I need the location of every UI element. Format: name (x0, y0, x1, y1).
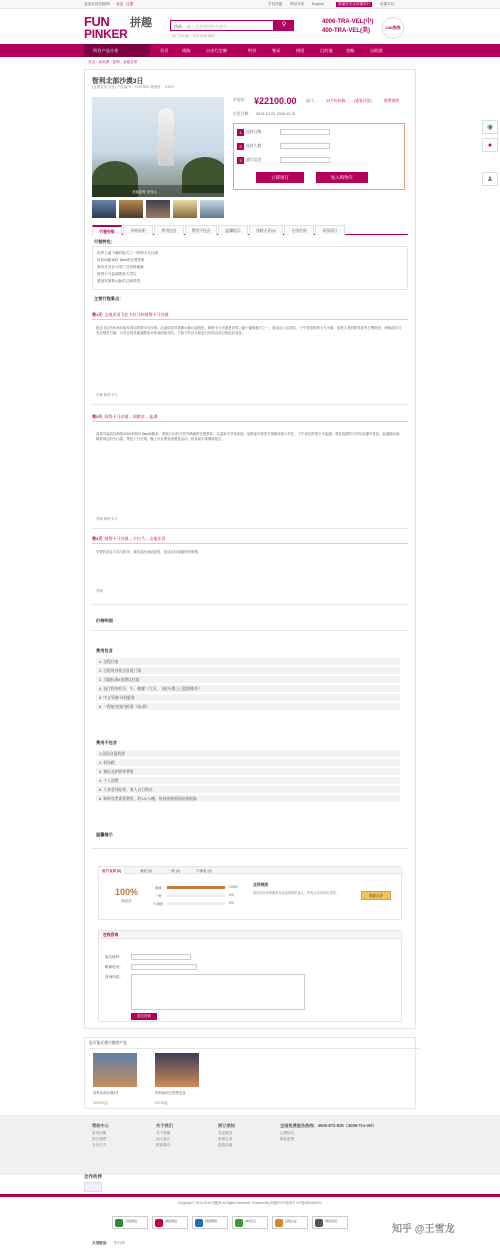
day-header: 第1天 圣地亚哥飞往卡拉马转阿塔卡马沙漠 (92, 312, 408, 320)
collect-link[interactable]: 收藏本站 (380, 2, 395, 6)
thumbnail[interactable] (146, 200, 170, 218)
search-button[interactable] (274, 20, 294, 31)
content-textarea[interactable] (131, 974, 305, 1010)
bar-value: 0% (229, 893, 234, 897)
logo-cn[interactable]: 拼趣 (130, 17, 152, 29)
nav-item-home[interactable]: 首页 (160, 47, 169, 53)
day-header: 第2天 阿塔卡马沙漠 – 间歇泉 – 盐湖 (92, 414, 408, 422)
bar-label: 不满意 (153, 902, 164, 906)
tax-note-link[interactable]: 税费说明 (384, 99, 400, 103)
footer (0, 1115, 500, 1175)
review-rule-text: 我们的点评数据来自参加团游的客人，所有点评均真实有效。 (253, 891, 340, 895)
badge-icon (275, 1219, 283, 1227)
tab-consult[interactable]: 在线咨询 (284, 225, 314, 235)
feature-item: 感受安第斯山脉的辽阔美景 (97, 279, 141, 283)
badge-icon (155, 1219, 163, 1227)
submit-consult-button[interactable]: 提交咨询 (131, 1013, 157, 1020)
feature-item: 探访月亮谷与死亡谷奇特地貌 (97, 265, 144, 269)
add-to-cart-button[interactable]: 加入购物车 (316, 172, 368, 183)
consult-box (98, 930, 402, 1022)
logo-fun[interactable]: FUN (84, 14, 110, 29)
watermark: 知乎 @王雪龙 (392, 1224, 455, 1235)
all-categories-button[interactable]: 所有产品分类 (84, 44, 150, 57)
satisfaction-bar (167, 902, 225, 905)
feature-item: 世界上最干燥的地方之一阿塔卡马沙漠 (97, 251, 159, 255)
main-nav (0, 44, 500, 57)
mobile-link[interactable]: 手机拼趣 (268, 2, 283, 6)
breadcrumb-item[interactable]: 圣地亚哥 (122, 60, 138, 64)
tab-exclude[interactable]: 费用不包含 (185, 225, 217, 235)
search-input[interactable]: 输入您要查找的关键字 (187, 23, 227, 29)
thumbnail-strip (92, 200, 224, 220)
bar-value: 0% (229, 901, 234, 905)
trust-badge[interactable]: 可信网站 (112, 1216, 148, 1229)
breadcrumb-item[interactable]: 智利 (112, 60, 120, 64)
hotline-cn: 4006-TRA-VEL(中) (322, 19, 374, 25)
tab-reserve[interactable]: 预留预订 (315, 225, 345, 235)
tab-reviews[interactable]: 线路点评(0) (249, 225, 283, 235)
trust-badge[interactable]: 网站信息 (312, 1216, 348, 1229)
friend-links-label: 友情链接： (92, 1241, 110, 1245)
badge-icon (315, 1219, 323, 1227)
day-meal: 早餐 阿塔卡马 (96, 517, 118, 521)
page-title: 智利北部沙漠3日 (92, 78, 144, 85)
name-label: 姓名称呼： (105, 955, 123, 959)
price-value: ¥22100.00 (254, 96, 297, 106)
friend-links-bar (0, 1236, 500, 1251)
sitemap-link[interactable]: 网站导航 (290, 2, 305, 6)
phone-input[interactable] (131, 964, 197, 970)
day-meal: 早餐 (96, 589, 103, 593)
recommend-box (84, 1037, 416, 1109)
book-now-button[interactable]: 立即预订 (256, 172, 304, 183)
thumbnail[interactable] (200, 200, 224, 218)
consult-title: 在线咨询 (103, 933, 119, 937)
top-ad-badge[interactable]: 感谢您关注拼趣旅行 (338, 2, 371, 6)
review-rule-title: 点评规则 (253, 883, 269, 887)
user-float-icon[interactable]: ♟ (482, 172, 498, 186)
exclude-item: 2. 机场税 (96, 759, 400, 767)
breadcrumb-item[interactable]: 南美洲 (98, 60, 110, 64)
satisfaction-label: 满意度 (121, 899, 132, 903)
include-title: 费用包含 (96, 648, 113, 653)
recommend-price: ¥22100起 (93, 1101, 108, 1105)
phone-label: 联系电话： (105, 965, 123, 969)
people-select[interactable] (280, 143, 330, 149)
include-item: 4. 包行程中的早、午、晚餐（大早，飞机头餐上已提供除外） (96, 685, 400, 693)
review-tab-all[interactable]: 用户点评 (0) (99, 867, 125, 874)
review-tab-good[interactable]: 满意 (0) (140, 868, 153, 873)
footer-col: 全国免费服务热线：4006-872-835（4006-Tra-Vel） 注册协议 隐私政策 (280, 1123, 377, 1141)
badge-icon (195, 1219, 203, 1227)
nav-item-special[interactable]: 特价 (248, 47, 257, 53)
nav-item-group[interactable]: 拼团 (296, 47, 305, 53)
copyright: Copyright © 2014-2016 拼趣网 All Rights Reserved. Powered By 拼趣网 ICP备案号 ICP备00000000号 (177, 1201, 323, 1205)
welcome-text: 欢迎来到拼趣网! (84, 2, 111, 6)
search-scope[interactable]: 线路 (174, 23, 182, 29)
recommend-image[interactable] (155, 1053, 199, 1087)
price-detail-title: 价格明细 (96, 618, 113, 623)
hotline-us: 400-TRA-VEL(美) (322, 28, 371, 34)
trust-badge[interactable]: 其他认证 (272, 1216, 308, 1229)
step-3-label: 填写信息： (246, 158, 265, 162)
include-item: 5. 中文导游/司机服务 (96, 694, 400, 702)
feature-item: 体验间歇泉El Tatio的壮观景象 (97, 258, 145, 262)
statue-image (158, 108, 174, 166)
hotline-24h-badge: 24h热线 (382, 17, 404, 39)
itinerary-heading: 主要行程景点： (94, 296, 124, 301)
exclude-item: 3. 签证及护照等费用 (96, 768, 400, 776)
nav-item-visa[interactable]: 签证 (272, 47, 281, 53)
day-header: 第3天 阿塔卡马沙漠 – 卡拉马 – 圣地亚哥 (92, 536, 408, 544)
nav-item-destination[interactable]: 目的地 (320, 47, 333, 53)
partner-logo[interactable] (84, 1182, 102, 1192)
review-tab-mid[interactable]: 一般 (0) (168, 868, 181, 873)
rating-link[interactable]: (查看评论) (354, 99, 372, 103)
nav-item-routes[interactable]: 线路 (182, 47, 191, 53)
bar-value: 100% (229, 885, 238, 889)
include-item: 6. 一程航空国内机票（从/到） (96, 703, 400, 711)
breadcrumb-home[interactable]: 首页 (88, 60, 96, 64)
feature-item: 阿塔卡马盐湖观赏火烈鸟 (97, 272, 137, 276)
include-item: 3. 当地标准4星酒店住宿 (96, 676, 400, 684)
english-link[interactable]: English (312, 2, 324, 6)
login-link[interactable]: 登录 (116, 2, 124, 6)
thumbnail[interactable] (173, 200, 197, 218)
tab-itinerary[interactable]: 行程安排 (92, 225, 122, 235)
reviews-box (98, 866, 402, 920)
search-icon: ⚲ (281, 22, 287, 28)
exclude-item: 1.国际往返机票 (96, 750, 400, 758)
satisfaction-bar (167, 894, 225, 897)
tips-title: 温馨提示 (96, 832, 113, 837)
features-box (92, 246, 408, 290)
thumbnail[interactable] (92, 200, 116, 218)
footer-col: 预订须知 签证服务 旅游合同 退改说明 (218, 1123, 235, 1147)
exclude-item: 4. 个人消费 (96, 777, 400, 785)
include-item: 2. 行程所列景点首道门票 (96, 667, 400, 675)
content-label: 咨询内容： (105, 975, 123, 979)
recommend-image[interactable] (93, 1053, 137, 1087)
recommend-title: 您可能还感兴趣的产品 (89, 1041, 127, 1045)
tab-include[interactable]: 费用包含 (154, 225, 184, 235)
bar-label: 满意 (155, 886, 162, 890)
trust-badge[interactable]: 诚信网站 (152, 1216, 188, 1229)
date-range: 2014-12-01 2016-12-31 (256, 112, 296, 116)
nav-item-guide[interactable]: 攻略 (346, 47, 355, 53)
step-2-badge: 2 (237, 143, 244, 150)
top-bar (0, 0, 500, 9)
nav-item-custom[interactable]: 自由行定制 (206, 47, 227, 53)
info-field[interactable] (280, 157, 330, 163)
breadcrumb: 首页 › 南美洲 › 智利 › 圣地亚哥 (88, 60, 138, 64)
tab-price[interactable]: 价格说明 (123, 225, 153, 235)
footer-col: 关于我们 关于拼趣 加入我们 联系我们 (156, 1123, 173, 1147)
price-note: 12月份价格 (326, 99, 346, 103)
wechat-float-icon[interactable]: ◉ (482, 120, 498, 134)
day-description: 抵达卡拉马机场后驱车前往阿塔卡马沙漠。沿途欣赏安第斯山脉壮丽景色，阿塔卡马沙漠是世界上最干燥的地方之一，抵达后入住酒店，下午游览阿塔卡马小镇，参观古老的教堂和考古博物馆，傍晚前往月亮谷观赏日落，月亮谷因其地貌酷似月球表面而得名，夕阳下的沙丘和岩石呈现出奇幻的色彩变化。 (96, 326, 402, 335)
recommend-name[interactable]: 智利北部沙漠3日 (93, 1091, 119, 1095)
footer-col: 帮助中心 常见问题 预订流程 支付方式 (92, 1123, 109, 1147)
exclude-title: 费用不包含 (96, 740, 117, 745)
badge-icon (115, 1219, 123, 1227)
price-unit: 起/人 (306, 99, 315, 103)
nav-item-selftour[interactable]: 自助游 (370, 47, 383, 53)
detail-tabs (92, 225, 408, 235)
satisfaction-bar (167, 886, 225, 889)
include-item: 1. 全程住宿 (96, 658, 400, 666)
step-1-label: 选择日期： (246, 130, 265, 134)
friend-link[interactable]: 旅行网 (114, 1241, 125, 1245)
register-link[interactable]: 注册 (126, 2, 134, 6)
exclude-item: 5. 人身意外险等，客人自行购买 (96, 786, 400, 794)
review-tab-bad[interactable]: 不满意 (0) (196, 868, 212, 873)
step-1-badge: 1 (237, 129, 244, 136)
day-description: 早餐后前往卡拉马机场，乘机返回圣地亚哥，抵达后结束愉快的旅程。 (96, 550, 202, 554)
thumbnail[interactable] (119, 200, 143, 218)
features-title: 行程特色： (94, 239, 115, 244)
weibo-float-icon[interactable]: ● (482, 138, 498, 152)
badge-icon (235, 1219, 243, 1227)
recommend-price: ¥5750起 (155, 1101, 168, 1105)
write-review-button[interactable]: 我要点评 (361, 891, 391, 900)
recommend-name[interactable]: 智利南部巴塔哥尼亚 (155, 1091, 186, 1095)
bar-label: 一般 (155, 894, 162, 898)
date-label: 出发日期： (233, 112, 252, 116)
search-box[interactable] (170, 20, 274, 31)
partner-title: 合作伙伴 (84, 1174, 102, 1179)
date-select[interactable] (280, 129, 330, 135)
satisfaction-percent: 100% (115, 887, 139, 897)
tab-tips[interactable]: 温馨提示 (218, 225, 248, 235)
logo-pinker[interactable]: PINKER (84, 27, 128, 41)
trust-badge[interactable]: 网络警察 (192, 1216, 228, 1229)
step-3-badge: 3 (237, 157, 244, 164)
day-description: 清晨早起前往海拔4300米的El Tatio间歇泉，观赏日出时分蒸汽喷涌的壮观景象，在温泉中享受沐浴。返程途中游览安第斯高原小村庄，下午前往阿塔卡马盐湖，观赏成群的火烈鸟在湖中觅食，盐湖湖水倒映着周边的火山群，景色十分壮观。晚上可自费参加观星活动，欣赏南半球璀璨星空。 (96, 432, 400, 441)
trust-badge[interactable]: 360安全 (232, 1216, 268, 1229)
price-label: 市场价： (233, 98, 249, 102)
name-input[interactable] (131, 954, 191, 960)
product-subtitle: (圣地亚哥出发) 产品编号：CHCS03 满意度：100% (92, 85, 174, 89)
image-caption: 圣地亚哥·圣母山 (92, 185, 224, 197)
search-hint: 热门目的地：美国 欧洲 澳洲 (172, 34, 215, 38)
exclude-item: 6. 如单房差需要费用，约1.5人/晚，每间房按相同价格收取 (96, 795, 400, 803)
step-2-label: 选择人数： (246, 144, 265, 148)
day-meal: 早餐 阿塔卡马 (96, 393, 118, 397)
